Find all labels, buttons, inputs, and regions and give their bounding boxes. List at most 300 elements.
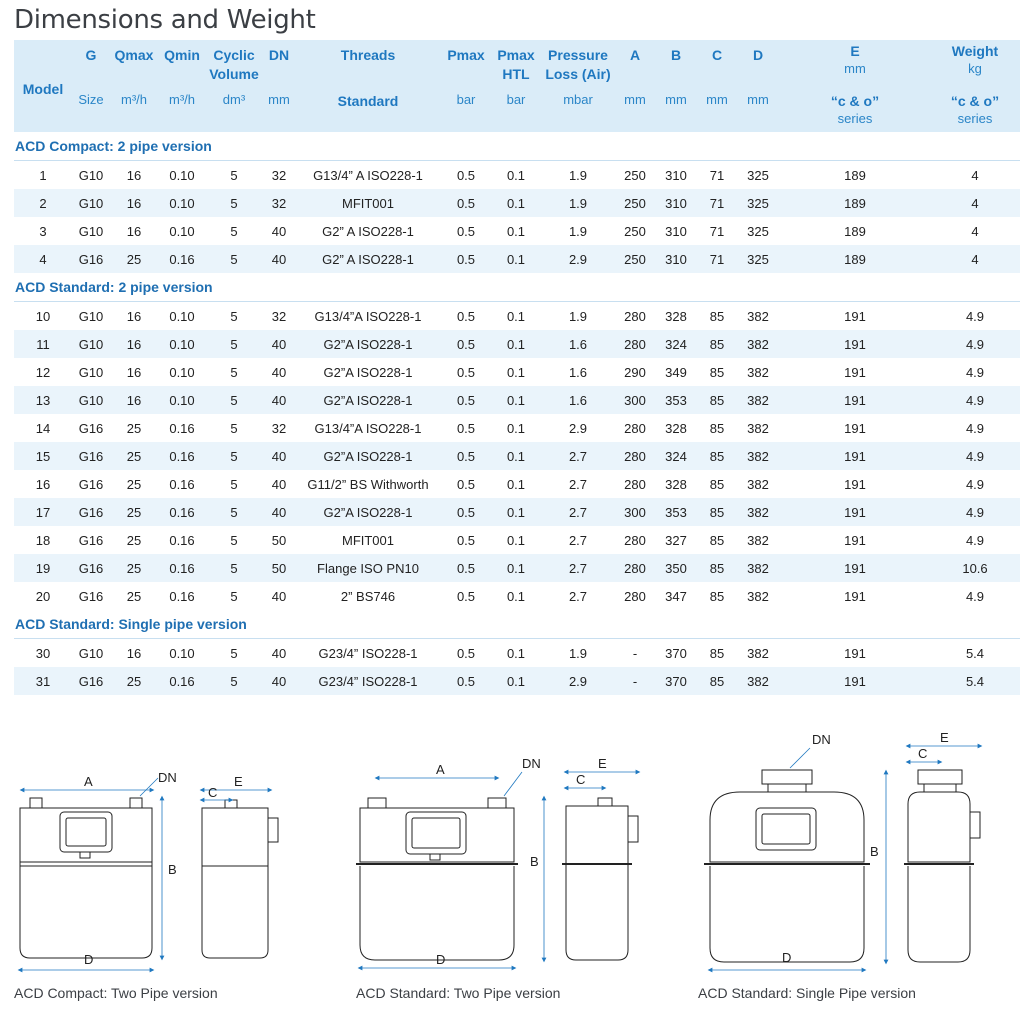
table-cell: 4 bbox=[971, 223, 979, 239]
table-cell: 16 bbox=[126, 308, 142, 324]
table-row bbox=[14, 498, 1020, 526]
table-cell: 85 bbox=[709, 420, 725, 436]
table-cell: 280 bbox=[624, 476, 646, 492]
table-row bbox=[14, 302, 1020, 331]
table-row bbox=[14, 582, 1020, 610]
table-cell: 2.7 bbox=[568, 588, 588, 604]
table-cell: 310 bbox=[654, 245, 698, 273]
table-cell: G11/2” BS Withworth bbox=[307, 476, 429, 492]
table-cell: 25 bbox=[126, 532, 142, 548]
label-d: D bbox=[436, 952, 446, 967]
table-cell: 40 bbox=[262, 667, 296, 695]
table-cell: 0.1 bbox=[492, 189, 540, 217]
table-cell: 40 bbox=[262, 442, 296, 470]
table-cell: 0.1 bbox=[492, 386, 540, 414]
table-cell: 191 bbox=[844, 645, 866, 661]
table-cell: 189 bbox=[780, 245, 930, 273]
table-cell: G16 bbox=[72, 498, 110, 526]
table-cell: 4.9 bbox=[965, 420, 985, 436]
table-cell: G13/4”A ISO228-1 bbox=[314, 420, 422, 436]
table-cell: 0.1 bbox=[506, 167, 526, 183]
table-cell: 17 bbox=[14, 498, 72, 526]
table-cell: 40 bbox=[271, 476, 287, 492]
table-cell: 353 bbox=[654, 386, 698, 414]
table-cell: 5 bbox=[206, 189, 262, 217]
table-cell: 14 bbox=[35, 420, 51, 436]
table-cell: 300 bbox=[616, 386, 654, 414]
table-cell: 2 bbox=[14, 189, 72, 217]
table-cell: G10 bbox=[78, 308, 104, 324]
table-cell: 0.5 bbox=[440, 498, 492, 526]
caption-standard-two-pipe: ACD Standard: Two Pipe version bbox=[356, 985, 561, 1001]
table-cell: 0.5 bbox=[440, 554, 492, 582]
table-cell: 191 bbox=[844, 588, 866, 604]
table-cell: 0.5 bbox=[440, 189, 492, 217]
table-cell: 4.9 bbox=[965, 476, 985, 492]
table-cell: 85 bbox=[698, 667, 736, 695]
table-cell: 16 bbox=[126, 645, 142, 661]
table-cell: 16 bbox=[110, 386, 158, 414]
table-cell: G16 bbox=[78, 476, 104, 492]
table-cell: 325 bbox=[736, 245, 780, 273]
table-cell: 25 bbox=[126, 588, 142, 604]
table-row bbox=[14, 667, 1020, 695]
table-cell: 50 bbox=[271, 532, 287, 548]
table-cell: 353 bbox=[654, 498, 698, 526]
table-cell: 0.16 bbox=[158, 667, 206, 695]
table-cell: 382 bbox=[747, 364, 769, 380]
table-cell: 5 bbox=[206, 498, 262, 526]
table-cell: 328 bbox=[665, 308, 687, 324]
table-cell: - bbox=[632, 645, 638, 661]
col-pmax: Pmax bbox=[440, 40, 492, 92]
table-cell: 40 bbox=[262, 386, 296, 414]
table-cell: 0.10 bbox=[169, 167, 195, 183]
table-row bbox=[14, 330, 1020, 358]
table-cell: 85 bbox=[709, 308, 725, 324]
table-cell: 25 bbox=[110, 245, 158, 273]
table-cell: G2” A ISO228-1 bbox=[296, 245, 440, 273]
table-row bbox=[14, 639, 1020, 668]
table-cell: 0.5 bbox=[440, 442, 492, 470]
label-dn: DN bbox=[522, 756, 541, 771]
meter-drawings bbox=[0, 720, 1033, 1013]
table-cell: G16 bbox=[78, 532, 104, 548]
table-cell: 85 bbox=[698, 554, 736, 582]
table-cell: 71 bbox=[698, 245, 736, 273]
table-cell: G10 bbox=[78, 645, 104, 661]
table-cell: 280 bbox=[616, 554, 654, 582]
table-cell: Flange ISO PN10 bbox=[296, 554, 440, 582]
page-title: Dimensions and Weight bbox=[14, 5, 316, 35]
table-cell: 191 bbox=[780, 330, 930, 358]
col-qmin: Qmin bbox=[158, 40, 206, 92]
table-cell: 0.16 bbox=[169, 588, 195, 604]
table-row bbox=[14, 217, 1020, 245]
table-cell: G16 bbox=[72, 667, 110, 695]
table-cell: 5 bbox=[230, 364, 238, 380]
table-cell: 1.9 bbox=[568, 167, 588, 183]
label-e: E bbox=[940, 730, 949, 745]
col-threads: Threads bbox=[296, 40, 440, 92]
table-cell: 300 bbox=[616, 498, 654, 526]
table-cell: 4.9 bbox=[930, 386, 1020, 414]
table-cell: 0.5 bbox=[456, 645, 476, 661]
table-cell: 0.16 bbox=[169, 476, 195, 492]
table-cell: 5 bbox=[230, 420, 238, 436]
compact-front-drawing bbox=[20, 798, 152, 958]
dimension-labels bbox=[84, 730, 949, 967]
table-cell: 5.4 bbox=[965, 645, 985, 661]
label-c: C bbox=[576, 772, 586, 787]
table-cell: 19 bbox=[14, 554, 72, 582]
table-cell: 382 bbox=[747, 532, 769, 548]
col-b: B bbox=[654, 40, 698, 92]
table-cell: 85 bbox=[698, 386, 736, 414]
table-cell: 347 bbox=[665, 588, 687, 604]
table-cell: 0.10 bbox=[158, 386, 206, 414]
table-cell: 191 bbox=[780, 386, 930, 414]
table-cell: 324 bbox=[654, 442, 698, 470]
table-cell: G2”A ISO228-1 bbox=[296, 442, 440, 470]
table-cell: 2.9 bbox=[540, 245, 616, 273]
label-b: B bbox=[870, 844, 879, 859]
section-header bbox=[14, 132, 1020, 161]
label-b: B bbox=[168, 862, 177, 877]
table-cell: G2”A ISO228-1 bbox=[323, 364, 413, 380]
table-cell: 0.5 bbox=[456, 167, 476, 183]
table-cell: G2”A ISO228-1 bbox=[296, 386, 440, 414]
table-cell: 85 bbox=[709, 364, 725, 380]
label-a: A bbox=[436, 762, 445, 777]
table-cell: 0.5 bbox=[440, 330, 492, 358]
table-row bbox=[14, 526, 1020, 554]
col-qmax: Qmax bbox=[110, 40, 158, 92]
table-cell: 0.5 bbox=[456, 420, 476, 436]
table-cell: G16 bbox=[72, 442, 110, 470]
table-cell: 40 bbox=[262, 498, 296, 526]
table-cell: 328 bbox=[665, 476, 687, 492]
table-cell: 5 bbox=[206, 386, 262, 414]
table-cell: 85 bbox=[709, 476, 725, 492]
table-cell: 18 bbox=[35, 532, 51, 548]
table-cell: 40 bbox=[262, 245, 296, 273]
table-cell: 0.5 bbox=[456, 476, 476, 492]
table-cell: 85 bbox=[709, 588, 725, 604]
table-cell: 4.9 bbox=[965, 588, 985, 604]
table-cell: G23/4” ISO228-1 bbox=[296, 667, 440, 695]
table-cell: MFIT001 bbox=[296, 189, 440, 217]
table-cell: 0.1 bbox=[506, 645, 526, 661]
table-cell: 5 bbox=[206, 554, 262, 582]
label-e: E bbox=[234, 774, 243, 789]
table-cell: 1.9 bbox=[568, 645, 588, 661]
single-side-drawing bbox=[904, 770, 980, 962]
single-front-drawing bbox=[704, 770, 870, 962]
table-row bbox=[14, 442, 1020, 470]
label-e: E bbox=[598, 756, 607, 771]
table-cell: 0.16 bbox=[158, 498, 206, 526]
table-cell: 15 bbox=[14, 442, 72, 470]
label-dn: DN bbox=[158, 770, 177, 785]
table-cell: 25 bbox=[110, 442, 158, 470]
col-pressure-loss: Pressure Loss (Air) bbox=[540, 40, 616, 92]
table-cell: 0.1 bbox=[492, 554, 540, 582]
table-cell: 0.5 bbox=[456, 223, 476, 239]
table-cell: 0.1 bbox=[506, 588, 526, 604]
table-cell: 250 bbox=[616, 189, 654, 217]
table-cell: 0.1 bbox=[506, 364, 526, 380]
table-cell: 40 bbox=[271, 223, 287, 239]
table-cell: 40 bbox=[271, 645, 287, 661]
table-cell: 0.1 bbox=[492, 245, 540, 273]
table-cell: 40 bbox=[271, 364, 287, 380]
table-cell: 4.9 bbox=[930, 442, 1020, 470]
table-cell: 325 bbox=[736, 189, 780, 217]
table-cell: 40 bbox=[262, 330, 296, 358]
table-cell: 189 bbox=[844, 167, 866, 183]
table-cell: 370 bbox=[665, 645, 687, 661]
table-cell: 327 bbox=[665, 532, 687, 548]
section-label: ACD Standard: Single pipe version bbox=[14, 610, 1020, 639]
table-cell: 71 bbox=[698, 189, 736, 217]
table-cell: 4.9 bbox=[965, 532, 985, 548]
table-cell: G13/4”A ISO228-1 bbox=[314, 308, 422, 324]
table-cell: 0.16 bbox=[158, 442, 206, 470]
table-cell: 0.5 bbox=[456, 588, 476, 604]
table-cell: 350 bbox=[654, 554, 698, 582]
table-cell: 324 bbox=[654, 330, 698, 358]
table-cell: 0.16 bbox=[158, 554, 206, 582]
table-cell: 11 bbox=[14, 330, 72, 358]
section-header bbox=[14, 610, 1020, 639]
table-cell: 5 bbox=[230, 588, 238, 604]
table-cell: 16 bbox=[126, 167, 142, 183]
table-cell: G23/4” ISO228-1 bbox=[318, 645, 418, 661]
table-cell: 0.10 bbox=[169, 308, 195, 324]
table-cell: 0.1 bbox=[506, 308, 526, 324]
table-cell: 5 bbox=[206, 245, 262, 273]
table-cell: 382 bbox=[747, 588, 769, 604]
table-cell: 382 bbox=[747, 645, 769, 661]
table-cell: 4 bbox=[971, 167, 979, 183]
col-c: C bbox=[698, 40, 736, 92]
table-cell: 250 bbox=[624, 223, 646, 239]
table-cell: 13 bbox=[14, 386, 72, 414]
table-cell: 4 bbox=[930, 245, 1020, 273]
table-cell: 16 bbox=[126, 223, 142, 239]
table-cell: 2.9 bbox=[568, 420, 588, 436]
table-row bbox=[14, 554, 1020, 582]
table-cell: 310 bbox=[654, 189, 698, 217]
table-cell: 1.6 bbox=[568, 364, 588, 380]
label-c: C bbox=[918, 746, 928, 761]
table-cell: 16 bbox=[35, 476, 51, 492]
col-pmax-htl: Pmax HTL bbox=[492, 40, 540, 92]
table-cell: 71 bbox=[709, 167, 725, 183]
dimensions-table bbox=[14, 40, 1020, 695]
table-cell: 1.6 bbox=[540, 386, 616, 414]
table-cell: 2.7 bbox=[568, 532, 588, 548]
table-cell: MFIT001 bbox=[341, 532, 394, 548]
table-cell: 191 bbox=[780, 667, 930, 695]
label-c: C bbox=[208, 785, 218, 800]
table-cell: 0.5 bbox=[456, 364, 476, 380]
table-row bbox=[14, 386, 1020, 414]
label-b: B bbox=[530, 854, 539, 869]
table-cell: 0.1 bbox=[506, 420, 526, 436]
table-row bbox=[14, 414, 1020, 442]
table-row bbox=[14, 245, 1020, 273]
table-cell: 5 bbox=[230, 532, 238, 548]
table-cell: 5 bbox=[230, 308, 238, 324]
table-cell: 2.7 bbox=[540, 442, 616, 470]
table-cell: G13/4” A ISO228-1 bbox=[313, 167, 423, 183]
table-cell: 0.10 bbox=[158, 189, 206, 217]
table-row bbox=[14, 470, 1020, 498]
table-cell: 25 bbox=[110, 554, 158, 582]
table-cell: G16 bbox=[78, 420, 104, 436]
table-cell: 5 bbox=[206, 667, 262, 695]
table-cell: 16 bbox=[126, 364, 142, 380]
table-cell: 189 bbox=[780, 189, 930, 217]
col-e: E mm bbox=[780, 40, 930, 92]
table-cell: 191 bbox=[844, 364, 866, 380]
table-cell: G16 bbox=[72, 554, 110, 582]
col-dn: DN bbox=[262, 40, 296, 92]
table-row bbox=[14, 161, 1020, 190]
table-cell: 0.1 bbox=[492, 330, 540, 358]
table-cell: 30 bbox=[35, 645, 51, 661]
table-cell: 40 bbox=[271, 588, 287, 604]
table-cell: G16 bbox=[72, 245, 110, 273]
table-cell: 0.10 bbox=[169, 364, 195, 380]
table-cell: G10 bbox=[78, 223, 104, 239]
table-cell: 0.5 bbox=[440, 245, 492, 273]
table-cell: 382 bbox=[736, 554, 780, 582]
table-cell: 328 bbox=[665, 420, 687, 436]
compact-side-drawing bbox=[202, 800, 278, 958]
table-cell: 280 bbox=[616, 330, 654, 358]
table-cell: G16 bbox=[78, 588, 104, 604]
table-cell: 382 bbox=[736, 386, 780, 414]
table-cell: 349 bbox=[665, 364, 687, 380]
table-cell: 1.9 bbox=[568, 308, 588, 324]
table-cell: 2.7 bbox=[568, 476, 588, 492]
table-cell: 0.5 bbox=[456, 532, 476, 548]
table-cell: 325 bbox=[747, 167, 769, 183]
table-cell: 5 bbox=[230, 645, 238, 661]
label-d: D bbox=[84, 952, 94, 967]
table-cell: 191 bbox=[844, 308, 866, 324]
table-cell: 382 bbox=[736, 667, 780, 695]
table-cell: 0.16 bbox=[169, 420, 195, 436]
table-cell: 5 bbox=[230, 223, 238, 239]
table-cell: 1.9 bbox=[568, 223, 588, 239]
table-cell: 191 bbox=[844, 532, 866, 548]
table-cell: 32 bbox=[271, 420, 287, 436]
table-cell: 4 bbox=[930, 189, 1020, 217]
table-cell: G10 bbox=[78, 167, 104, 183]
table-cell: 370 bbox=[654, 667, 698, 695]
table-cell: G2”A ISO228-1 bbox=[296, 330, 440, 358]
table-cell: 191 bbox=[844, 420, 866, 436]
table-cell: - bbox=[616, 667, 654, 695]
table-cell: 250 bbox=[616, 245, 654, 273]
table-cell: 5 bbox=[206, 330, 262, 358]
table-cell: 191 bbox=[780, 498, 930, 526]
table-cell: G2” A ISO228-1 bbox=[322, 223, 414, 239]
table-cell: 382 bbox=[747, 420, 769, 436]
table-cell: G2”A ISO228-1 bbox=[296, 498, 440, 526]
table-cell: 50 bbox=[262, 554, 296, 582]
table-cell: 382 bbox=[747, 308, 769, 324]
table-row bbox=[14, 358, 1020, 386]
table-cell: 5.4 bbox=[930, 667, 1020, 695]
table-cell: 280 bbox=[624, 308, 646, 324]
table-cell: 25 bbox=[126, 420, 142, 436]
col-weight: Weight kg bbox=[930, 40, 1020, 92]
table-cell: 0.16 bbox=[169, 532, 195, 548]
col-d: D bbox=[736, 40, 780, 92]
table-cell: 310 bbox=[665, 167, 687, 183]
table-cell: 3 bbox=[39, 223, 47, 239]
table-cell: 0.5 bbox=[440, 386, 492, 414]
table-cell: 0.1 bbox=[506, 476, 526, 492]
table-cell: 1.6 bbox=[540, 330, 616, 358]
table-cell: 10 bbox=[35, 308, 51, 324]
table-cell: 382 bbox=[736, 442, 780, 470]
table-cell: G10 bbox=[78, 364, 104, 380]
table-cell: 85 bbox=[698, 330, 736, 358]
table-cell: 310 bbox=[665, 223, 687, 239]
table-cell: 4 bbox=[14, 245, 72, 273]
table-cell: 280 bbox=[624, 420, 646, 436]
table-cell: 4.9 bbox=[965, 364, 985, 380]
table-cell: 0.16 bbox=[158, 245, 206, 273]
caption-compact: ACD Compact: Two Pipe version bbox=[14, 985, 218, 1001]
label-d: D bbox=[782, 950, 792, 965]
table-cell: 1.9 bbox=[540, 189, 616, 217]
table-cell: 31 bbox=[14, 667, 72, 695]
table-cell: 85 bbox=[698, 442, 736, 470]
table-cell: 5 bbox=[230, 476, 238, 492]
table-row bbox=[14, 189, 1020, 217]
table-header: Model G Qmax Qmin Cyclic Volume DN Threads Pmax Pmax HTL Pressure Loss (Air) A B C D E mm Weight kg Size m³/h m³/h dm³ mm Standard bar bar mbar mm mm mm mm “c & o” series “c & o” series bbox=[14, 40, 1020, 132]
table-body bbox=[14, 132, 1020, 695]
table-cell: 2.9 bbox=[540, 667, 616, 695]
table-cell: 1 bbox=[39, 167, 47, 183]
table-cell: 325 bbox=[747, 223, 769, 239]
col-a: A bbox=[616, 40, 654, 92]
table-cell: 0.10 bbox=[169, 645, 195, 661]
table-cell: 280 bbox=[624, 532, 646, 548]
table-cell: 25 bbox=[126, 476, 142, 492]
standard-front-drawing bbox=[356, 798, 518, 960]
table-cell: 0.1 bbox=[506, 223, 526, 239]
table-cell: 25 bbox=[110, 667, 158, 695]
col-cyclic-volume: Cyclic Volume bbox=[206, 40, 262, 92]
table-cell: 32 bbox=[271, 308, 287, 324]
col-model: Model bbox=[14, 40, 72, 132]
label-dn: DN bbox=[812, 732, 831, 747]
table-cell: 191 bbox=[844, 476, 866, 492]
table-cell: 12 bbox=[35, 364, 51, 380]
table-cell: 10.6 bbox=[930, 554, 1020, 582]
table-cell: 2.7 bbox=[540, 498, 616, 526]
table-cell: 189 bbox=[844, 223, 866, 239]
table-cell: 32 bbox=[262, 189, 296, 217]
